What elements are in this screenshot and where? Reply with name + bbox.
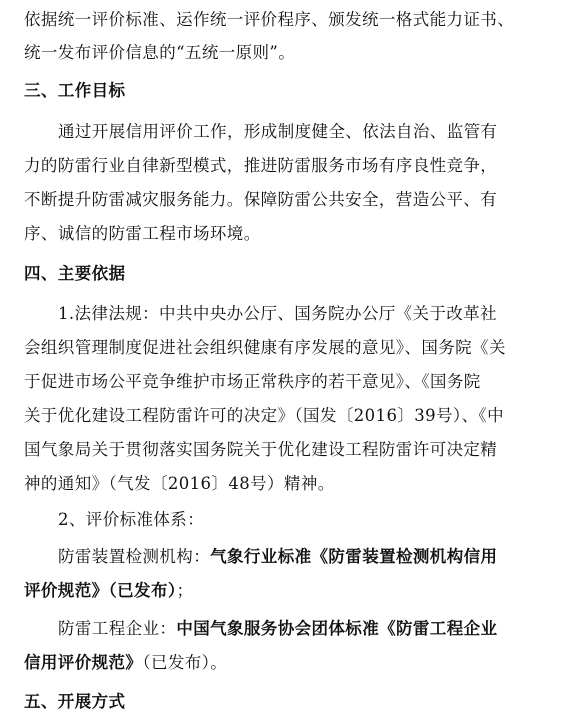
paragraph-line: 1.法律法规：中共中央办公厅、国务院办公厅《关于改革社 [58,304,498,323]
paragraph-line: 关于优化建设工程防雷许可的决定》（国发〔2016〕39号）、《中 [24,406,505,425]
paragraph-line: 依据统一评价标准、运作统一评价程序、颁发统一格式能力证书、 [24,10,515,29]
paragraph-line: 神的通知》（气发〔2016〕48号）精神。 [24,474,335,493]
standard-line-detection-cont [24,579,193,603]
standard-line-detection [58,545,497,569]
plain-text: ； [176,581,194,600]
section-heading-basis: 四、主要依据 [24,264,126,283]
paragraph-line: 统一发布评价信息的“五统一原则”。 [24,43,296,62]
paragraph-line: 序、诚信的防雷工程市场环境。 [24,224,261,243]
plain-text: （已发布）。 [142,653,228,672]
standard-line-engineering [58,617,497,641]
paragraph-line: 不断提升防雷减灾服务能力。保障防雷公共安全，营造公平、有 [24,190,498,209]
label-text: 防雷装置检测机构： [58,547,211,566]
paragraph-line: 国气象局关于贯彻落实国务院关于优化建设工程防雷许可决定精 [24,440,498,459]
standard-name: 气象行业标准《防雷装置检测机构信用 [210,547,498,566]
section-heading-methods: 五、开展方式 [24,692,126,711]
paragraph-line: 于促进市场公平竞争维护市场正常秩序的若干意见》、《国务院 [24,372,481,391]
standard-name: 评价规范》（已发布） [24,581,177,600]
paragraph-line: 通过开展信用评价工作，形成制度健全、依法自治、监管有 [58,122,498,141]
section-heading-goals: 三、工作目标 [24,81,126,100]
paragraph-line: 2、评价标准体系： [58,510,205,529]
label-text: 防雷工程企业： [58,619,177,638]
paragraph-line: 力的防雷行业自律新型模式，推进防雷服务市场有序良性竞争， [24,156,498,175]
standard-name: 中国气象服务协会团体标准《防雷工程企业 [176,619,498,638]
standard-line-engineering-cont [24,651,227,675]
standard-name: 信用评价规范》 [24,653,143,672]
paragraph-line: 会组织管理制度促进社会组织健康有序发展的意见》、国务院《关 [24,338,506,357]
